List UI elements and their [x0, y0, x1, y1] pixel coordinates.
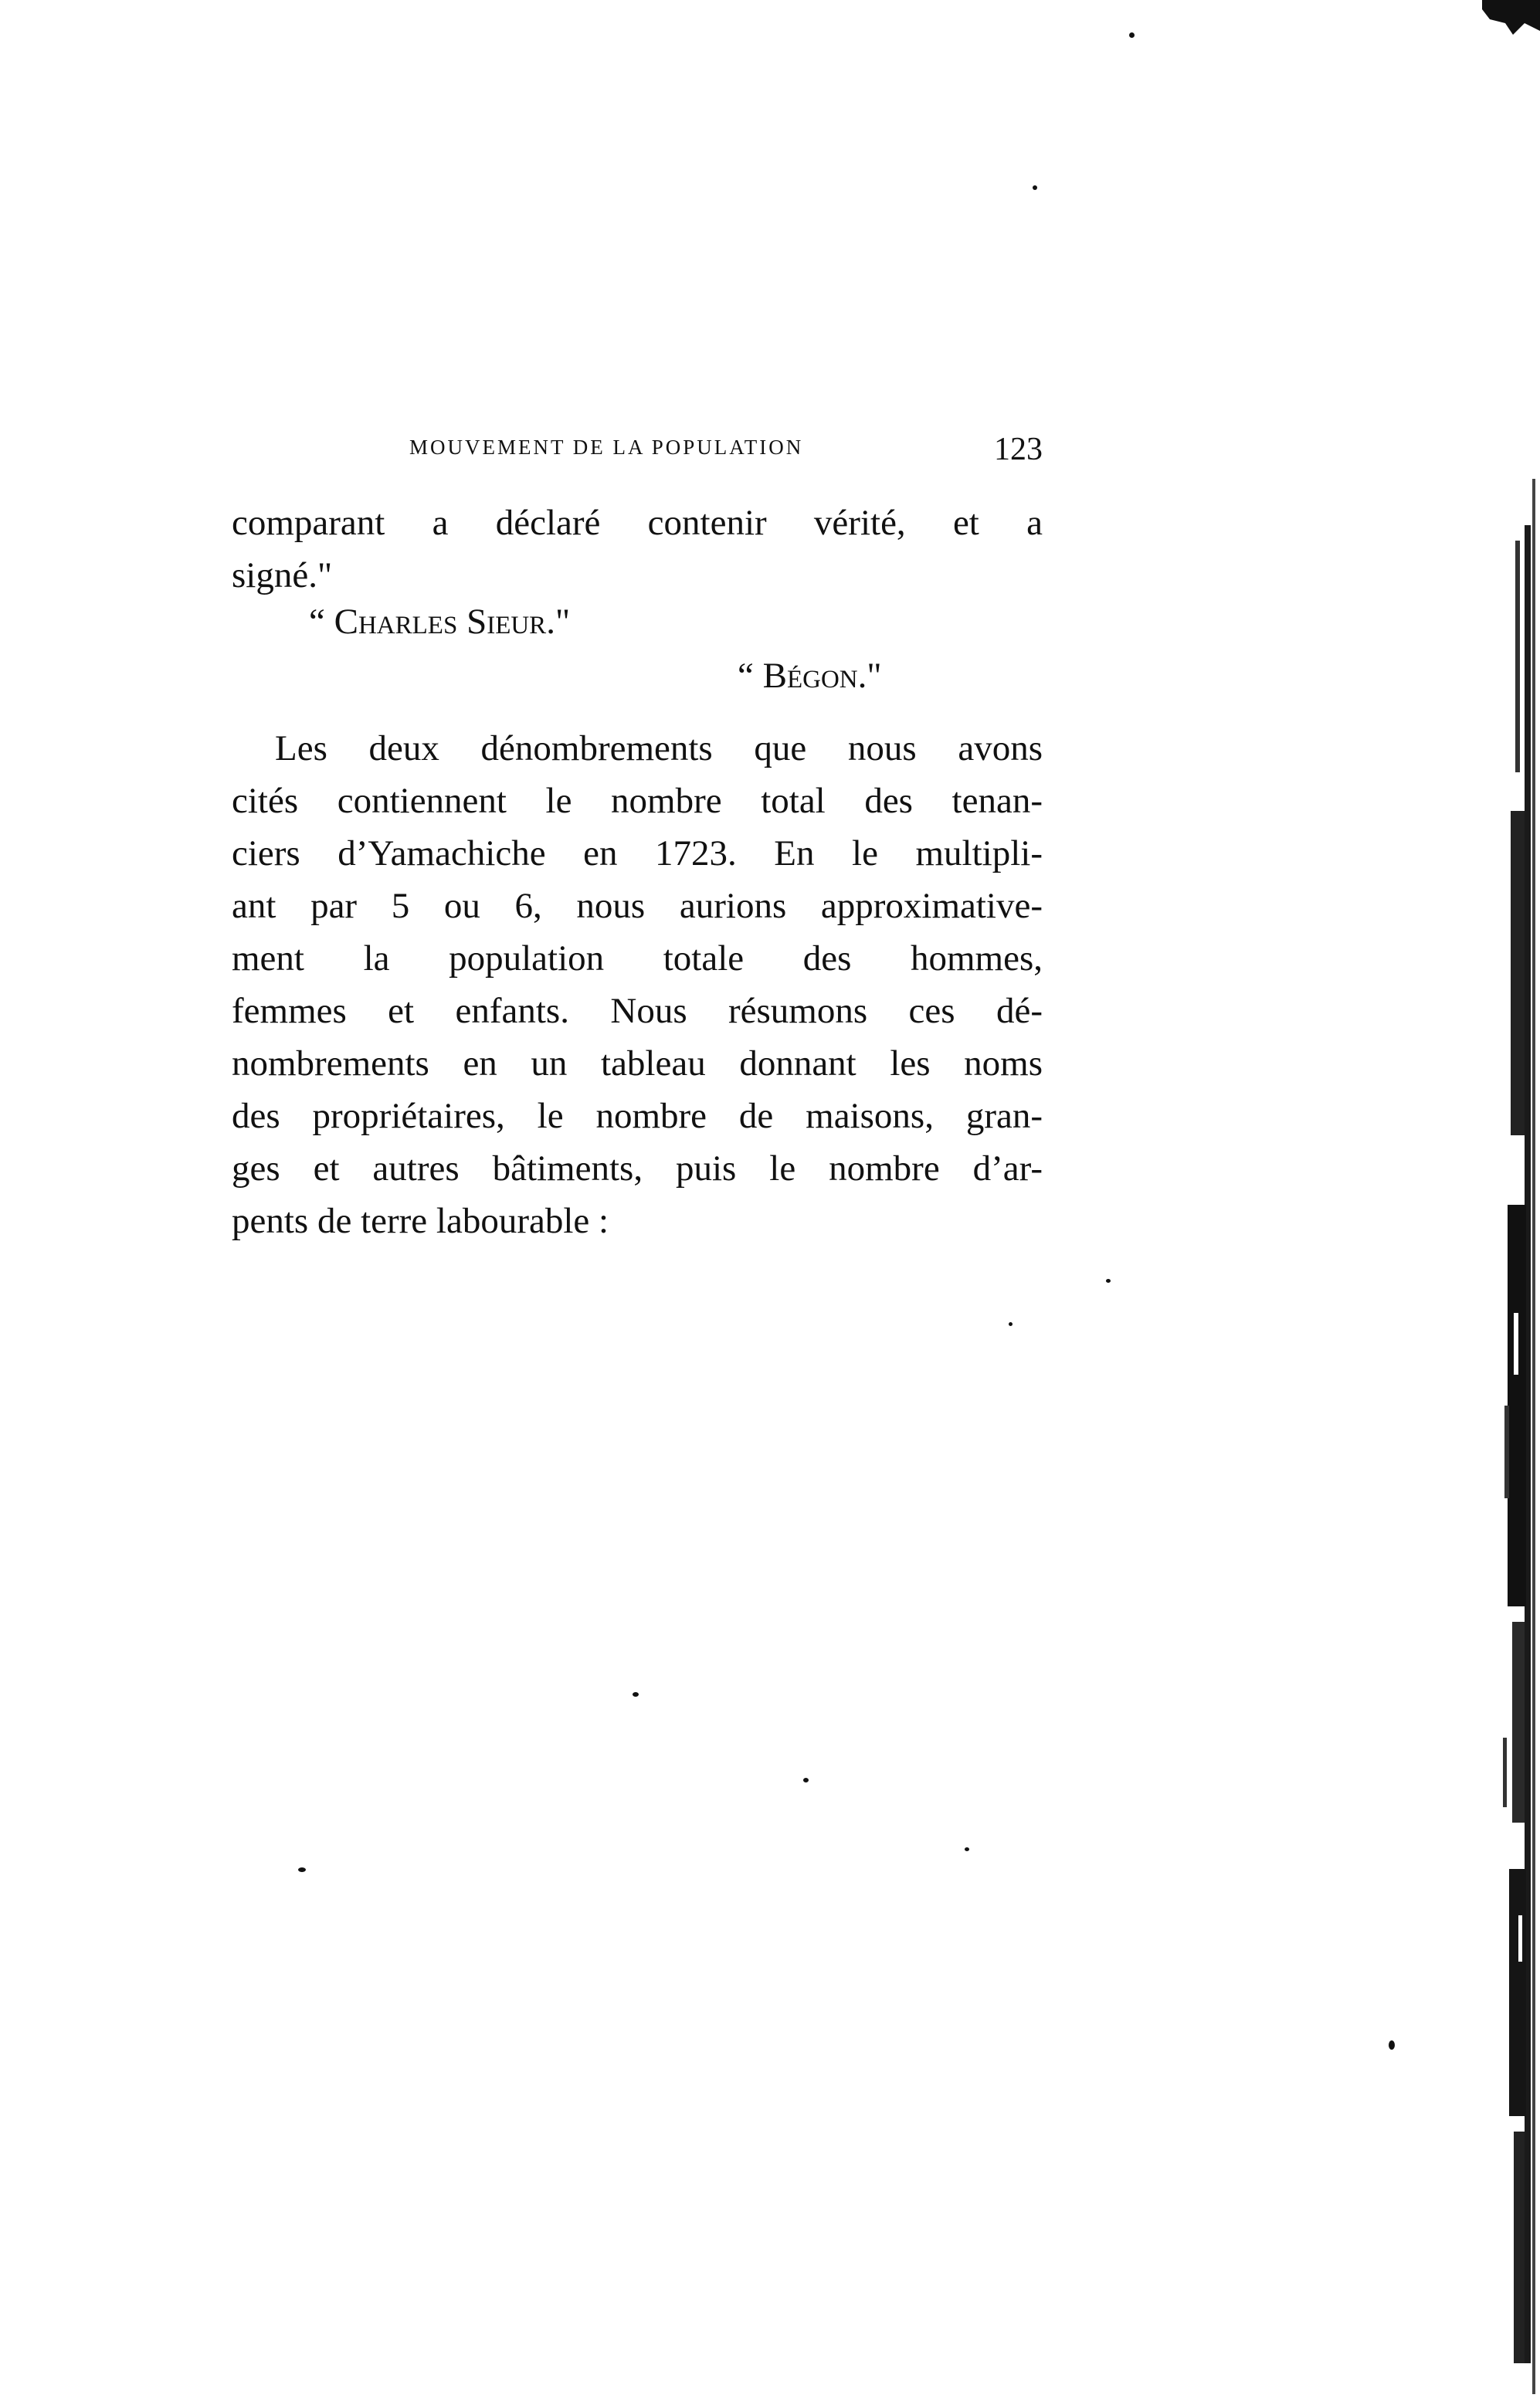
- opening-line-1: comparant a déclaré contenir vérité, et a: [232, 503, 1043, 543]
- paragraph-line: femmes et enfants. Nous résumons ces dé-: [232, 991, 1043, 1031]
- main-paragraph: [232, 722, 1043, 1247]
- scan-speck: [1389, 2040, 1395, 2050]
- paragraph-line: ment la population totale des hommes,: [232, 938, 1043, 979]
- scan-speck: [965, 1847, 969, 1851]
- paragraph-line: ant par 5 ou 6, nous aurions approximative-: [232, 886, 1043, 926]
- running-head: [232, 431, 1043, 470]
- opening-text: [232, 497, 1043, 602]
- signature-sieur-text: Charles Sieur.": [334, 602, 571, 642]
- signature-quote-mark: “: [309, 602, 334, 642]
- paragraph-line: ges et autres bâtiments, puis le nombre d’ar-: [232, 1148, 1043, 1189]
- paragraph-line: ciers d’Yamachiche en 1723. En le multipli-: [232, 833, 1043, 873]
- scan-speck: [1009, 1322, 1013, 1326]
- page-number: 123: [994, 432, 1043, 467]
- paragraph-line: nombrements en un tableau donnant les noms: [232, 1043, 1043, 1084]
- scan-speck: [803, 1778, 809, 1782]
- scan-speck: [1033, 185, 1037, 190]
- running-title: MOUVEMENT DE LA POPULATION: [409, 436, 804, 459]
- binding-edge: [1494, 0, 1540, 2398]
- signature-begon: [738, 655, 882, 697]
- signature-charles-sieur: [309, 601, 570, 643]
- paragraph-line: pents de terre labourable :: [232, 1201, 609, 1241]
- scan-speck: [633, 1692, 639, 1697]
- opening-line-2: signé.": [232, 555, 333, 595]
- paragraph-line: Les deux dénombrements que nous avons: [275, 728, 1043, 768]
- scan-speck: [298, 1867, 306, 1872]
- paragraph-line: des propriétaires, le nombre de maisons, gran-: [232, 1096, 1043, 1136]
- paragraph-line: cités contiennent le nombre total des tenan-: [232, 781, 1043, 821]
- scan-speck: [1106, 1279, 1111, 1283]
- scan-speck: [1129, 32, 1135, 38]
- signature-begon-text: “ Bégon.": [738, 656, 882, 696]
